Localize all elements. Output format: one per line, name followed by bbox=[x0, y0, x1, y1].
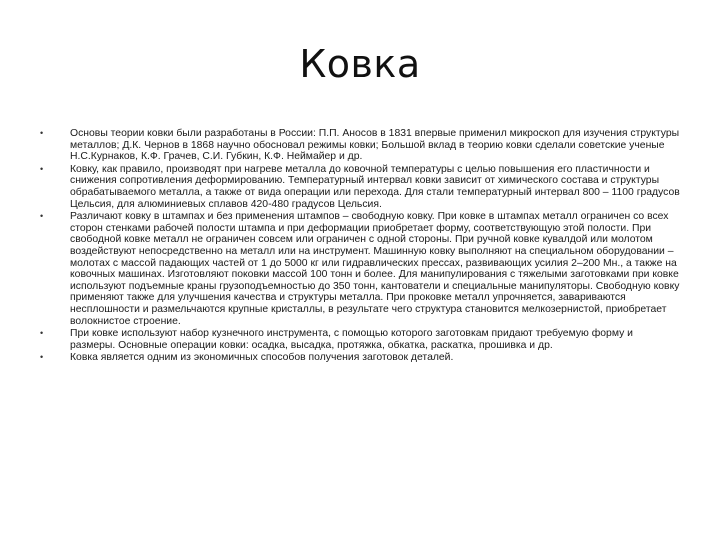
bullet-item-forging-types bbox=[40, 211, 680, 327]
bullet-dot-icon: • bbox=[40, 128, 44, 138]
bullet-item-tools bbox=[40, 328, 680, 351]
bullet-item-economy bbox=[40, 352, 680, 364]
slide-title: Ковка bbox=[299, 42, 421, 86]
bullet-item-history bbox=[40, 128, 680, 163]
bullet-item-temperature bbox=[40, 164, 680, 210]
bullet-text: Ковка является одним из экономичных способов получения заготовок деталей. bbox=[70, 352, 454, 364]
bullet-dot-icon: • bbox=[40, 352, 44, 363]
bullet-dot-icon: • bbox=[40, 211, 44, 222]
bullet-text: Ковку, как правило, производят при нагреве металла до ковочной температуры с целью повышения его пластичности и снижения сопротивления деформированию. Температурный интервал ковки зависит от химического состава и структуры обрабатываемого металла, а также от вида операции или перехода. Для стали температурный интервал 800 – 1100 градусов Цельсия, для алюминиевых сплавов 420-480 градусов Цельсия. bbox=[70, 163, 680, 210]
bullet-dot-icon: • bbox=[40, 163, 44, 174]
bullet-text: При ковке используют набор кузнечного инструмента, с помощью которого заготовкам придают требуемую форму и размеры. Основные операции ковки: осадка, высадка, протяжка, обкатка, раскатка, прошивка и др. bbox=[70, 328, 633, 351]
bullet-text: Основы теории ковки были разработаны в России: П.П. Аносов в 1831 впервые применил микроскоп для изучения структуры металлов; Д.К. Чернов в 1868 научно обосновал режимы ковки; Большой вклад в теорию ковки сделали советские ученые Н.С.Курнаков, К.Ф. Грачев, С.И. Губкин, К.Ф. Неймайер и др. bbox=[70, 128, 680, 163]
bullet-dot-icon: • bbox=[40, 328, 44, 339]
bullet-text: Различают ковку в штампах и без применения штампов – свободную ковку. При ковке в штампах металл ограничен со всех сторон стенками рабочей полости штампа и при деформации приобретает форму, соответствующую этой полости. При свободной ковке металл не ограничен совсем или ограничен с одной стороны. При ручной ковке кувалдой или молотом воздействуют непосредственно на металл или на инструмент. Машинную ковку выполняют на специальном оборудовании – молотах с массой падающих частей от 1 до 5000 кг или гидравлических прессах, развивающих усилия 2–200 Мн., а также на ковочных машинах. Изготовляют поковки массой 100 тонн и более. Для манипулирования с тяжелыми заготовками при ковке используют подъемные краны грузоподъемностью до 350 тонн, кантователи и специальные манипуляторы. Свободную ковку применяют также для улучшения качества и структуры металла. При проковке металл упрочняется, завариваются несплошности и размельчаются крупные кристаллы, в результате чего структура становится мелкозернистой, приобретает волокнистое строение. bbox=[70, 211, 680, 327]
bullet-list bbox=[40, 128, 680, 364]
